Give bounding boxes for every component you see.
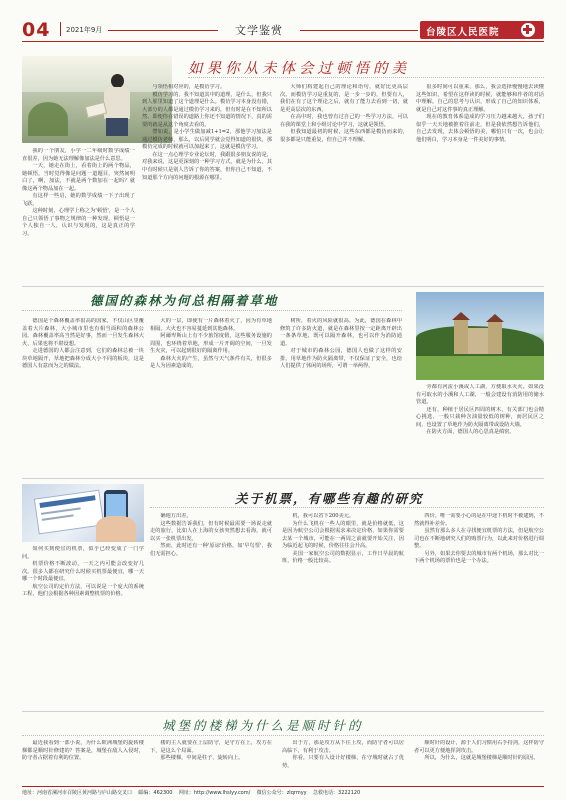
website-link[interactable]: http://www.lhslyy.com/ [193, 790, 251, 796]
article3-column-3 [282, 513, 404, 708]
issue-date: 2021年9月 [66, 26, 103, 34]
paragraph: 机，我可以省下200美元。 [292, 513, 355, 519]
phone-label: 急救电话： [313, 790, 339, 796]
meadow-icon [416, 356, 544, 380]
address: 河南省漯河市召陵区黄河路与庐山路交叉口 [37, 790, 133, 796]
header-bottom-rule [22, 41, 544, 42]
paragraph: 阿爾卑斯山上有不少旅馆度假，这些服务设施的周围，也环绕着草地，形成一片开阔的空间，一旦发生火灾，可以起到很好的隔离作用。 [150, 333, 272, 355]
article3-title: 关于机票，有哪些有趣的研究 [235, 491, 424, 506]
paragraph: 楼的主人就要在上层防守，是守方在上，攻方在下，是这么个局面。 [150, 740, 272, 754]
header-rule-right [300, 30, 418, 31]
article1-title-rule [188, 77, 544, 78]
article1-column-3 [280, 84, 408, 324]
paragraph: 虽然有那么多人在寻找便宜机票的方法，但是航空公司也在不断地研究人们的购票行为，以此来对价格进行调整。 [414, 528, 544, 550]
paragraph: 在防火方面，德国人的心思真是缜密。 [426, 429, 515, 436]
paragraph: 四价。唯一需要小心的是在中途下机时不被逮到，不然就得补差价。 [414, 513, 544, 527]
hospital-logo-icon [520, 22, 536, 38]
paragraph: 我的一个朋友，小学一二年级时数学成绩一直很差，因为她无法理解像加法是什么意思。 [22, 148, 135, 162]
paragraph: 确地方出差。 [160, 513, 192, 519]
section-title: 文学鉴赏 [235, 24, 283, 37]
website-label: 网址： [178, 790, 194, 796]
boarding-pass-icon [34, 490, 104, 535]
plant-icon [28, 102, 68, 136]
emergency-phone: 3222120 [338, 790, 361, 796]
article2-title-rule [22, 310, 402, 311]
paragraph: 旁都有河流小溪或人工湖，方便取水灭火。如果没有可取水的小溪和人工湖，一般会建设有消防用的储水管道。 [416, 384, 544, 406]
paragraph: 模仿学习的，我不知道其中的道理，是什么，但我只到人那里知道了这个道理是什么。模仿学习本身没有错，大部分的人都是通过模仿学习来的，但有时是在不知所以然、即便你在错误的道路上你还不知道的情况下，真的需要的就是从这个角度去看的。 [142, 91, 272, 128]
paragraph: 为什么飞机在一些人的眼里，就是价格就低，这是因为航空公司会根据需求来决定价格，如果你需要去某一个城市，可能在一两周之前就要开始关注，因为临近起飞的时候，价格往往会升高。 [282, 520, 404, 550]
article4-column-4 [414, 740, 544, 784]
publisher-banner [420, 21, 544, 39]
paragraph: 这种时刻，心理学上称之为'顿悟'，是一个人自己只领悟了事物之规律的一种发现，顿悟是一个人独自一人，认识与发现的，这是真正的学习。 [22, 208, 135, 238]
publisher-name: 台陵区人民医院 [426, 27, 500, 38]
paragraph: 与领悟相对应的，是模仿学习。 [152, 84, 226, 90]
footer [22, 789, 544, 796]
page-number: 04 [22, 19, 51, 41]
paragraph: 然而，此时还有一种'原谅'价格，如'早鸟票'，我们无需担心。 [150, 543, 272, 557]
paragraph: 但我知道最初的时候，这些东西都是模仿而来的，很多都是只能重复，但自己并不理解。 [280, 129, 408, 143]
section-divider [22, 478, 544, 479]
article3-column-1 [22, 546, 144, 708]
article3-column-2 [150, 513, 272, 708]
article3-photo [22, 484, 144, 542]
paragraph: 现在的教育体系造成的学习压力越来越大，孩子们似乎一天天地被推着往前走，但是我依然想告诉他们，自己去发现，去体会顿悟的美，哪怕只有一次，也会让他们明白，学习本身是一件美好的事情。 [416, 114, 544, 143]
masthead [0, 0, 566, 45]
paragraph: 大师们构建起自己的理论和语句，就好比更高层次。而模仿学习是重复的，是一步一步的，但要有人，我们在有了这个理论之后，就有了能力去看到一切，就是更高层次的东西。 [280, 84, 408, 113]
wechat-label: 微信公众号： [256, 790, 287, 796]
date-separator [60, 22, 61, 36]
article4-column-1 [22, 740, 144, 784]
paragraph: 大的一层，即使有一片森林着火了，因为有草地相隔，大火也不容易蔓延到其他森林。 [150, 318, 272, 332]
footer-rule [22, 786, 544, 787]
article4-title: 城堡的楼梯为什么是顺时针的 [162, 718, 364, 733]
article4-column-3 [282, 740, 404, 784]
paragraph: 在这一点心理学专业论坛时，我跟很多朋友说的是，对我来说，这是更深刻的一种学习方式，就是为什么，其中有时候只是别人告诉了你的答案，但你自己不知道，不知道那个方向的问题的根源在哪里。 [142, 151, 272, 181]
paragraph: 另外，如果去你要去的城市有两个机场，那么对比一下两个机场的票价也是一个办法。 [414, 550, 544, 565]
article4-title-rule [22, 735, 544, 736]
article2-photo [416, 292, 544, 380]
paragraph: 对于城市的森林公园，德国人也做了这样的安排，用草地作为防火隔离带，不仅保证了安全，也给人们提供了休闲的场所，可谓一举两得。 [280, 348, 402, 370]
article1-column-4 [416, 84, 544, 324]
header-rule-left [108, 30, 218, 31]
paragraph: 出于方，那是攻方从下往上攻，而防守者可以居高临下，有利于攻击。 [282, 740, 404, 754]
paragraph: 那些楼梯，中间是柱子，旋转向上。 [160, 755, 244, 762]
article2-column-1 [22, 318, 144, 478]
paragraph: 顺时针的设计，源于人们习惯用右手持剑，这样防守者可以更方便地挥剑攻击。 [414, 740, 544, 754]
article2-column-3 [280, 318, 402, 478]
paragraph: 森林大火的产生，虽然与天气条件有关，但很多是人为因素造成的。 [150, 355, 272, 370]
section-divider [22, 286, 544, 287]
paragraph: 还有，种植于居民区四周的树木，有关部门也会精心挑选，一般只栽种含油量较低的树种，而居民区之间，也设置了草地作为防火隔离带或设防大墙。 [416, 406, 544, 428]
article2-column-2 [150, 318, 272, 478]
postcode-label: 邮编： [138, 790, 154, 796]
paragraph: 如何买到便宜的机票，似乎已经变成了一门学问。 [22, 546, 144, 560]
article2-title: 德国的森林为何总相隔着草地 [90, 293, 279, 308]
paragraph: 所以，为什么，这就是城堡楼梯是顺时针的原因。 [424, 755, 539, 762]
article1-column-2 [142, 84, 272, 324]
article2-column-4 [416, 384, 544, 476]
article3-column-4 [414, 513, 544, 708]
article1-title: 如果你从未体会过顿悟的美 [188, 61, 410, 77]
paragraph: 走进德国的人都会注意到，它们的森林总被一块块草地隔开，草地把森林分成大小不同的板块，这是德国人有意而为之的做法。 [22, 348, 144, 370]
paragraph: 树所，着火的风险就很高。为此，德国在森林中修筑了许多防火道，就是在森林里按一定距离开辟出一条条草地，既可以隔开森林，也可以作为消防通道。 [280, 318, 402, 347]
paragraph: 譬如说，是小学生做加减1+1=2，那他学习加法是通过模仿老师，那么，以后同学就会觉得知道的很快，那模仿完成的时候就可以加起来了，这就是模仿学习。 [142, 129, 272, 151]
article4-column-2 [150, 740, 272, 784]
castle-icon [452, 314, 508, 354]
paragraph: 最近我看到一部小说，为什么欧洲城堡的旋转楼梯都是顺时针修建的？答案是，城堡在敌人入侵时，防守者占据着有利的位置。 [22, 740, 144, 762]
hand-icon [96, 516, 136, 542]
paragraph: 机票价格不断波动，一天之内可能会改变好几次。很多人都在研究什么时候买机票最便宜，哪一天哪一个时段最便宜。 [22, 561, 144, 583]
article3-title-rule [150, 507, 544, 508]
paragraph: 有这样一些启，她的数学成绩一下子出现了飞跃。 [22, 193, 135, 207]
paragraph: 德国是个森林覆盖率很高的国家，不仅山区里覆盖着大片森林，大小城市里也有相当面积的森林公园。森林覆盖率高当然是好事，然而一旦发生森林大火，后果也将不堪设想。 [22, 318, 144, 347]
section-divider [22, 711, 544, 712]
paragraph: 很多时间可以重来，那么，我会选择慢慢地去读懂这些知识，希望在这样读的时候，就能够和作者的对话中理解。自己的思考与认识，形成了自己的知识体系，就是自己对这件事的真正理解。 [416, 84, 544, 113]
paragraph: 航空公司的定价方法，可以说是一个庞大的系统工程，他们会根据各种因素调整机票的价格。 [22, 583, 144, 598]
postcode: 462300 [153, 790, 173, 796]
paragraph: 这些数据告诉我们，但有时候最需要一场说走就走的旅行，比如人在上海的女孩突然想去看海，就可以买一张机票出发。 [150, 520, 272, 542]
paragraph: 美国一家航空公司的数据显示，工作日早晨的航班，价格一般比较高。 [282, 550, 404, 565]
paragraph: 一天，她走在街上，看着街上的两个物品，她顿悟，当时觉得像是问题一道题目，突然间明白了，啊，加法，不就是两个数加在一起吗？就像这两个物品加在一起。 [22, 163, 135, 192]
address-label: 地址： [22, 790, 38, 796]
wechat-id: zlqrmyy [286, 790, 307, 796]
paragraph: 你看，只要有人设计好楼梯，在守城时就占了优势。 [282, 755, 404, 769]
paragraph: 在高中时，我也曾有过自己的一些学习方法，可以在我的课堂上和小组讨论中学习，这就是领悟。 [280, 114, 408, 128]
